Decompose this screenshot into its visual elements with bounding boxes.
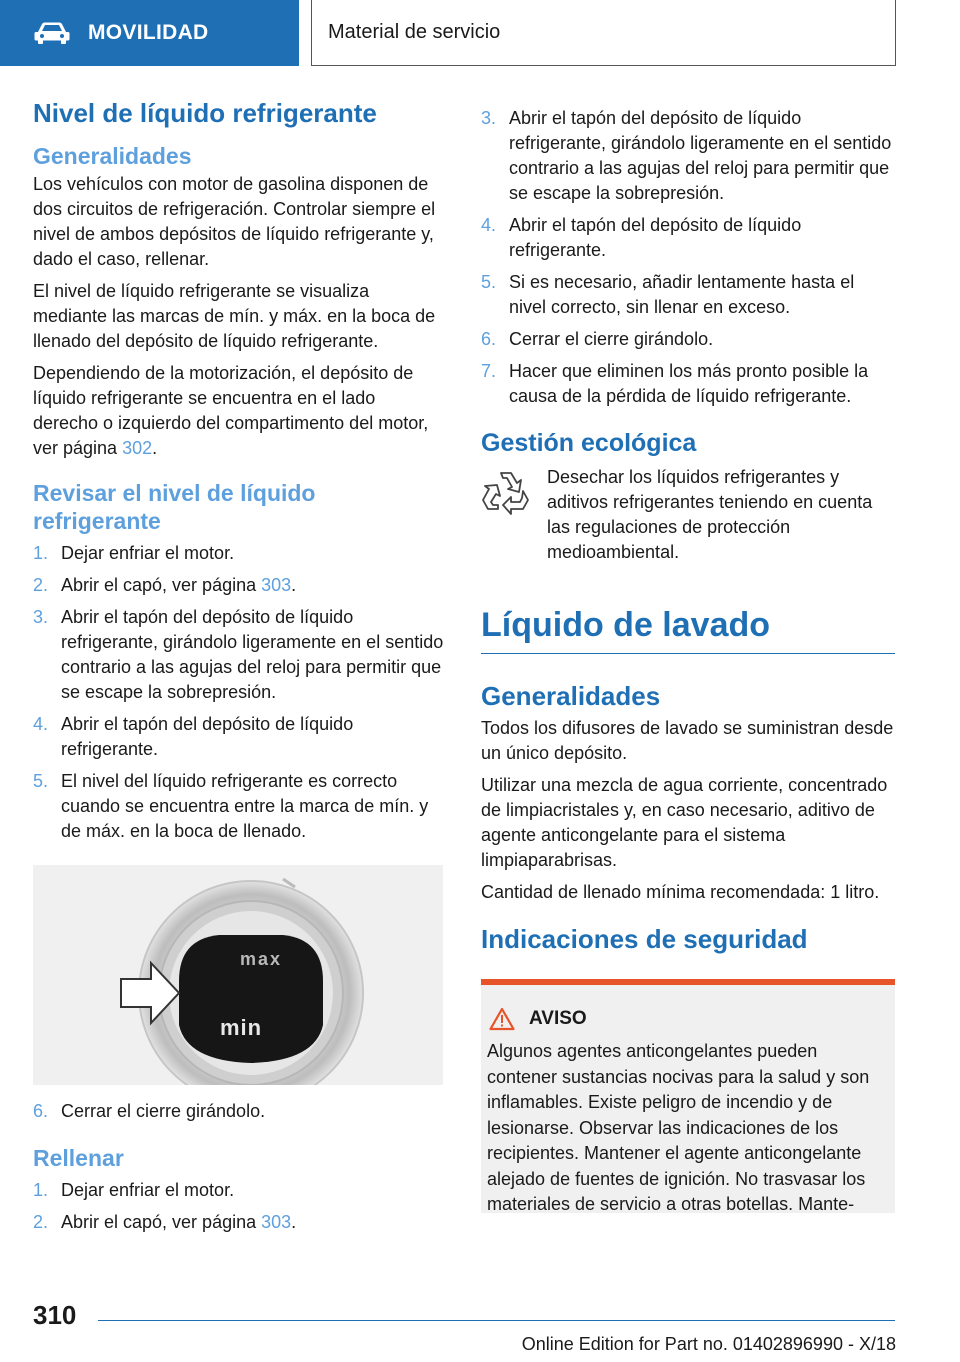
list-item: 4. Abrir el tapón del depósito de líquido refrigerante. xyxy=(481,215,802,260)
page-number: 310 xyxy=(33,1300,77,1330)
coolant-cap-figure xyxy=(33,865,443,1085)
eco-block xyxy=(481,465,895,565)
paragraph: Dependiendo de la motorización, el depósito de líquido refrigerante se encuentra en el lado derecho o izquierdo del compartimento del motor, ver página 302. xyxy=(33,363,429,458)
check-heading: Revisar el nivel de líquido refrigerante xyxy=(33,480,316,534)
list-item: 3. Abrir el tapón del depósito de líquido refrigerante, girándolo ligeramente en el sentido contrario a las agujas del reloj para permitir que se escape la sobrepresión. xyxy=(481,108,892,203)
min-label: min xyxy=(220,1015,263,1040)
list-item: 7. Hacer que eliminen los más pronto posible la causa de la pérdida de líquido refrigerante. xyxy=(481,361,869,406)
refill-steps-continued xyxy=(481,106,895,409)
list-item: 4. Abrir el tapón del depósito de líquido refrigerante. xyxy=(33,714,354,759)
footer-rule xyxy=(98,1320,895,1321)
paragraph: El nivel de líquido refrigerante se visualiza mediante las marcas de mín. y máx. en la boca de llenado del depósito de líquido refrigerante. xyxy=(33,281,436,351)
check-steps xyxy=(33,541,445,844)
page-link[interactable]: 303 xyxy=(261,575,292,595)
warning-text: Algunos agentes anticongelantes pueden contener sustancias nocivas para la salud y son inflamables. Existe peligro de incendio y de lesionarse. Observar las indicaciones de los recipientes. Mantener el agente anticongelante alejado de fuentes de ignición. No trasvasar los materiales de servicio a otras botellas. Mante- xyxy=(487,1041,870,1213)
page-header xyxy=(311,0,896,66)
chapter-title: Líquido de lavado xyxy=(481,603,895,654)
warning-icon xyxy=(489,1007,515,1031)
list-item: 2. Abrir el capó, ver página 303. xyxy=(33,1212,297,1232)
warning-box xyxy=(481,979,895,1213)
max-label: max xyxy=(240,949,283,969)
recycle-icon xyxy=(481,467,531,517)
header-title: Material de servicio xyxy=(328,21,501,43)
paragraph: Los vehículos con motor de gasolina disponen de dos circuitos de refrigeración. Controlar siempre el nivel de ambos depósitos de líquido refrigerante y, dado el caso, rellenar. xyxy=(33,174,436,269)
eco-heading: Gestión ecológica xyxy=(481,429,697,457)
warning-label: AVISO xyxy=(529,1008,587,1029)
list-item: 5. Si es necesario, añadir lentamente hasta el nivel correcto, sin llenar en exceso. xyxy=(481,272,855,317)
left-column xyxy=(33,96,445,1242)
page-link[interactable]: 302 xyxy=(122,438,153,458)
general-heading: Generalidades xyxy=(33,143,192,169)
list-item: 2. Abrir el capó, ver página 303. xyxy=(33,575,297,595)
list-item: 6. Cerrar el cierre girándolo. xyxy=(481,329,714,349)
safety-heading: Indicaciones de seguridad xyxy=(481,924,808,954)
list-item: 3. Abrir el tapón del depósito de líquido refrigerante, girándolo ligeramente en el sentido contrario a las agujas del reloj para permitir que se escape la sobrepresión. xyxy=(33,607,444,702)
paragraph: Cantidad de llenado mínima recomendada: 1 litro. xyxy=(481,882,880,902)
section-tab xyxy=(0,0,299,66)
paragraph: Utilizar una mezcla de agua corriente, concentrado de limpiacristales y, en caso necesario, aditivo de agente anticongelante para el sistema limpiaparabrisas. xyxy=(481,775,888,870)
list-item: 5. El nivel del líquido refrigerante es correcto cuando se encuentra entre la marca de mín. y de máx. en la boca de llenado. xyxy=(33,771,429,841)
refill-heading: Rellenar xyxy=(33,1145,124,1171)
list-item: 1. Dejar enfriar el motor. xyxy=(33,1180,235,1200)
section-title: Nivel de líquido refrigerante xyxy=(33,98,377,128)
car-icon xyxy=(34,21,70,45)
section-label: MOVILIDAD xyxy=(88,21,209,44)
paragraph: Todos los difusores de lavado se suministran desde un único depósito. xyxy=(481,718,894,763)
right-column xyxy=(481,106,895,1213)
edition-text: Online Edition for Part no. 01402896990 - X/18 xyxy=(521,1334,896,1354)
list-item: 1. Dejar enfriar el motor. xyxy=(33,543,235,563)
list-item: 6. Cerrar el cierre girándolo. xyxy=(33,1101,266,1121)
refill-steps xyxy=(33,1178,445,1235)
general-heading: Generalidades xyxy=(481,681,661,711)
page-link[interactable]: 303 xyxy=(261,1212,292,1232)
eco-text: Desechar los líquidos refrigerantes y aditivos refrigerantes teniendo en cuenta las regulaciones de protección medioambiental. xyxy=(547,467,873,562)
close-step xyxy=(33,1099,445,1124)
